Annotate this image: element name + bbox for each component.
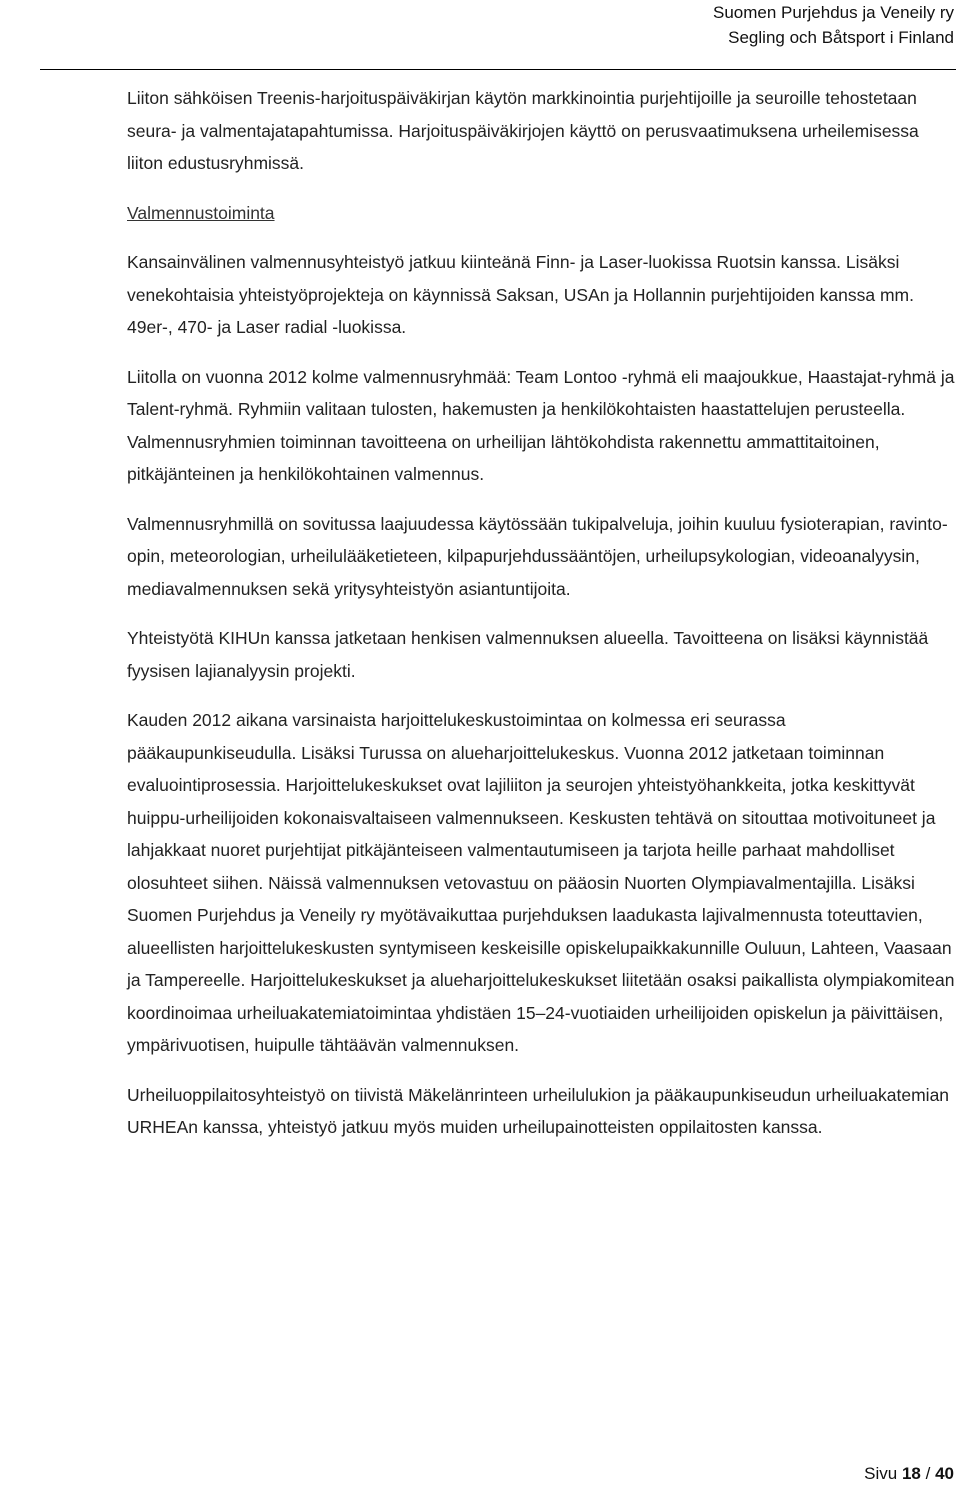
paragraph-support: Valmennusryhmillä on sovitussa laajuudessa käytössään tukipalveluja, joihin kuuluu fysioterapian, ravinto-opin, meteorologian, urheilulääketieteen, kilpapurjehdussääntöjen, urheilupsykologian, videoanalyysin, mediavalmennuksen sekä yritysyhteistyön asiantuntijoita.	[127, 513, 948, 599]
page-total: 40	[935, 1464, 954, 1483]
paragraph-training-centers: Kauden 2012 aikana varsinaista harjoittelukeskustoimintaa on kolmessa eri seurassa pääkaupunkiseudulla. Lisäksi Turussa on alueharjoittelukeskus. Vuonna 2012 jatketaan toiminnan evaluointiprosessia. Harjoittelukeskukset ovat lajiliiton ja seurojen yhteistyöhankkeita, jotka keskittyvät huippu-urheilijoiden kokonaisvaltaiseen valmennukseen. Keskusten tehtävä on sitouttaa motivoituneet ja lahjakkaat nuoret purjehtijat pitkäjänteiseen valmentautumiseen ja tarjota heille parhaat mahdolliset olosuhteet siihen. Näissä valmennuksen vetovastuu on pääosin Nuorten Olympiavalmentajilla. Lisäksi Suomen Purjehdus ja Veneily ry myötävaikuttaa purjehduksen laadukasta lajivalmennusta toteuttavien, alueellisten harjoittelukeskusten syntymiseen keskeisille opiskelupaikkakunnille Ouluun, Lahteen, Vaasaan ja Tampereelle. Harjoittelukeskukset ja alueharjoittelukeskukset liitetään osaksi paikallista olympiakomitean koordinoimaa urheiluakatemiatoimintaa yhdistäen 15–24-vuotiaiden urheilijoiden opiskelun ja päivittäisen, ympärivuotisen, huipulle tähtäävän valmennuksen.	[127, 710, 955, 1055]
header-divider	[40, 69, 956, 70]
page-current: 18	[901, 1464, 921, 1483]
page-footer	[864, 1464, 954, 1484]
paragraph-treenis: Liiton sähköisen Treenis-harjoituspäiväkirjan käytön markkinointia purjehtijoille ja seuroille tehostetaan seura- ja valmentajatapahtumissa. Harjoituspäiväkirjojen käyttö on perusvaatimuksena urheilemisessa liiton edustusryhmissä.	[127, 88, 919, 173]
paragraph-schools: Urheiluoppilaitosyhteistyö on tiivistä Mäkelänrinteen urheilulukion ja pääkaupunkiseudun urheiluakatemian URHEAn kanssa, yhteistyö jatkuu myös muiden urheilupainotteisten oppilaitosten kanssa.	[127, 1084, 950, 1137]
paragraph-kihu: Yhteistyötä KIHUn kanssa jatketaan henkisen valmennuksen alueella. Tavoitteena on lisäksi käynnistää fyysisen lajianalyysin projekti.	[127, 628, 929, 681]
paragraph-international: Kansainvälinen valmennusyhteistyö jatkuu kiinteänä Finn- ja Laser-luokissa Ruotsin kanssa. Lisäksi venekohtaisia yhteistyöprojekteja on käynnissä Saksan, USAn ja Hollannin purjehtijoiden kanssa mm. 49er-, 470- ja Laser radial -luokissa.	[127, 252, 914, 337]
page-header	[713, 0, 954, 50]
document-body	[127, 82, 955, 1161]
section-heading: Valmennustoiminta	[127, 202, 275, 223]
page-separator: /	[925, 1464, 931, 1483]
header-org-sv: Segling och Båtsport i Finland	[728, 28, 954, 47]
page-label: Sivu	[864, 1464, 898, 1483]
paragraph-groups: Liitolla on vuonna 2012 kolme valmennusryhmää: Team Lontoo -ryhmä eli maajoukkue, Haastajat-ryhmä ja Talent-ryhmä. Ryhmiin valitaan tulosten, hakemusten ja henkilökohtaisten haastattelujen perusteella. Valmennusryhmien toiminnan tavoitteena on urheilijan lähtökohdista rakennettu ammattitaitoinen, pitkäjänteinen ja henkilökohtainen valmennus.	[127, 366, 955, 484]
header-org-fi: Suomen Purjehdus ja Veneily ry	[713, 3, 954, 22]
